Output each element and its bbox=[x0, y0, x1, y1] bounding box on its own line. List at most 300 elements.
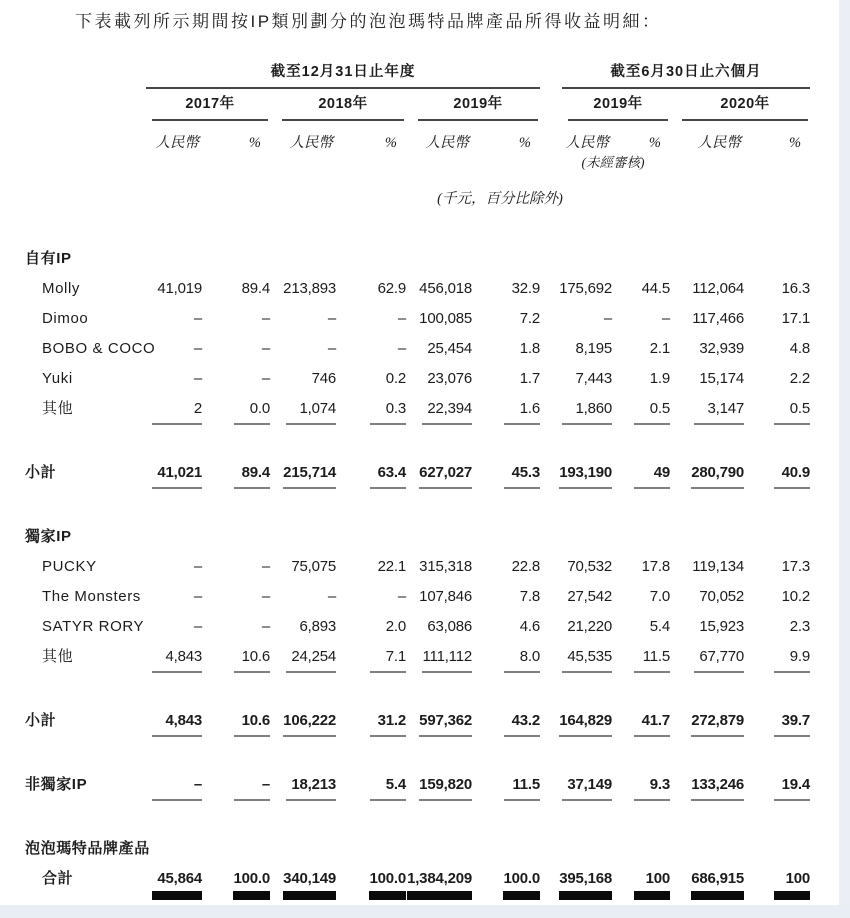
value-cell: 4,843 bbox=[152, 647, 202, 673]
currency-header: 人民幣 bbox=[155, 135, 199, 151]
value-cell: 272,879 bbox=[691, 711, 744, 737]
row-label: BOBO & COCO bbox=[42, 340, 156, 357]
value-cell: 213,893 bbox=[283, 280, 336, 297]
percent-header: % bbox=[248, 135, 261, 151]
table-row-item bbox=[25, 576, 810, 606]
table-cell bbox=[612, 388, 670, 425]
table-cell bbox=[670, 546, 744, 576]
value-cell: 3,147 bbox=[694, 399, 744, 425]
value-cell: – bbox=[261, 310, 270, 327]
table-cell bbox=[406, 546, 472, 576]
value-cell: 686,915 bbox=[691, 869, 744, 894]
table-cell bbox=[556, 358, 612, 388]
table-row-item bbox=[25, 388, 810, 425]
table-cell bbox=[556, 298, 612, 328]
row-label: 泡泡瑪特品牌產品 bbox=[25, 840, 150, 857]
value-cell: 11.5 bbox=[634, 647, 670, 673]
row-label: 其他 bbox=[42, 648, 74, 665]
table-row-item bbox=[25, 606, 810, 636]
value-cell: 41,021 bbox=[152, 463, 202, 489]
column-gap bbox=[540, 606, 556, 636]
table-cell bbox=[406, 636, 472, 673]
row-label: 小計 bbox=[25, 464, 57, 481]
value-cell: 7,443 bbox=[575, 370, 613, 387]
table-cell bbox=[556, 388, 612, 425]
value-cell: 19.4 bbox=[774, 775, 810, 801]
value-cell: 2.1 bbox=[649, 340, 671, 357]
value-cell: 107,846 bbox=[419, 588, 472, 605]
value-cell: 4,843 bbox=[152, 711, 202, 737]
value-cell: 24,254 bbox=[286, 647, 336, 673]
row-label: Yuki bbox=[42, 370, 73, 387]
table-cell bbox=[140, 576, 202, 606]
table-cell bbox=[670, 606, 744, 636]
table-cell bbox=[270, 737, 336, 801]
column-gap bbox=[540, 121, 556, 153]
year-label: 2017年 bbox=[185, 96, 235, 112]
value-cell: 41,019 bbox=[157, 280, 202, 297]
table-cell bbox=[140, 268, 202, 298]
value-cell: – bbox=[193, 588, 202, 605]
table-cell bbox=[270, 636, 336, 673]
value-cell: – bbox=[193, 370, 202, 387]
row-label: Molly bbox=[42, 280, 81, 297]
table-cell bbox=[744, 268, 810, 298]
value-cell: 40.9 bbox=[774, 463, 810, 489]
value-cell: 1,074 bbox=[286, 399, 336, 425]
table-cell bbox=[612, 546, 670, 576]
value-cell: 1,860 bbox=[562, 399, 612, 425]
table-cell bbox=[556, 268, 612, 298]
table-cell bbox=[612, 358, 670, 388]
table-cell bbox=[744, 576, 810, 606]
value-cell: – bbox=[193, 310, 202, 327]
table-cell bbox=[612, 576, 670, 606]
table-cell bbox=[556, 673, 612, 737]
table-cell bbox=[270, 576, 336, 606]
table-cell bbox=[406, 673, 472, 737]
value-cell: 4.8 bbox=[789, 340, 811, 357]
table-cell bbox=[202, 546, 270, 576]
currency-percent-header-row bbox=[25, 121, 810, 153]
table-cell bbox=[556, 636, 612, 673]
table-cell bbox=[670, 358, 744, 388]
column-gap bbox=[540, 425, 556, 489]
table-cell bbox=[270, 358, 336, 388]
table-cell bbox=[472, 425, 540, 489]
table-cell bbox=[670, 425, 744, 489]
value-cell: 7.8 bbox=[519, 588, 541, 605]
table-row-item bbox=[25, 268, 810, 298]
value-cell: – bbox=[152, 775, 202, 801]
value-cell: – bbox=[193, 618, 202, 635]
empty-cell bbox=[25, 153, 556, 173]
value-cell: 41.7 bbox=[634, 711, 670, 737]
unaudited-row bbox=[25, 153, 810, 173]
table-row-item bbox=[25, 298, 810, 328]
table-cell bbox=[670, 268, 744, 298]
value-cell: 2 bbox=[152, 399, 202, 425]
year-header-2017 bbox=[140, 89, 270, 121]
table-cell bbox=[472, 358, 540, 388]
table-cell bbox=[406, 268, 472, 298]
table-cell bbox=[270, 858, 336, 894]
table-cell bbox=[140, 673, 202, 737]
table-cell bbox=[612, 328, 670, 358]
table-cell bbox=[556, 546, 612, 576]
table-cell bbox=[140, 358, 202, 388]
table-cell bbox=[202, 388, 270, 425]
table-cell bbox=[336, 328, 406, 358]
table-row-item bbox=[25, 546, 810, 576]
table-cell bbox=[556, 328, 612, 358]
value-cell: 597,362 bbox=[419, 711, 472, 737]
value-cell: – bbox=[261, 340, 270, 357]
table-cell bbox=[472, 268, 540, 298]
value-cell: 0.3 bbox=[370, 399, 406, 425]
column-gap bbox=[540, 298, 556, 328]
value-cell: 1.8 bbox=[519, 340, 541, 357]
table-row-subtotal bbox=[25, 737, 810, 801]
table-row-section bbox=[25, 801, 810, 858]
value-cell: 23,076 bbox=[427, 370, 472, 387]
table-cell bbox=[406, 737, 472, 801]
table-cell bbox=[140, 636, 202, 673]
table-cell bbox=[140, 858, 202, 894]
table-cell bbox=[406, 858, 472, 894]
value-cell: 22.1 bbox=[377, 558, 406, 575]
table-cell bbox=[744, 737, 810, 801]
currency-header: 人民幣 bbox=[565, 135, 610, 151]
row-label: 非獨家IP bbox=[25, 776, 88, 793]
year-header-2020 bbox=[670, 89, 810, 121]
period-header-label: 截至6月30日止六個月 bbox=[610, 64, 762, 80]
column-gap bbox=[540, 388, 556, 425]
value-cell: 9.9 bbox=[774, 647, 810, 673]
units-row bbox=[25, 173, 810, 209]
value-cell: 17.8 bbox=[641, 558, 671, 575]
value-cell: 5.4 bbox=[370, 775, 406, 801]
value-cell: 7.0 bbox=[649, 588, 671, 605]
table-cell bbox=[202, 858, 270, 894]
value-cell: 280,790 bbox=[691, 463, 744, 489]
row-label: 合計 bbox=[42, 870, 74, 887]
value-cell: 0.2 bbox=[385, 370, 406, 387]
table-cell bbox=[202, 673, 270, 737]
value-cell: 2.2 bbox=[789, 370, 811, 387]
column-gap bbox=[540, 328, 556, 358]
value-cell: 5.4 bbox=[649, 618, 671, 635]
table-cell bbox=[670, 858, 744, 894]
period-header-annual bbox=[140, 62, 540, 89]
year-header-2019-interim bbox=[556, 89, 670, 121]
value-cell: 117,466 bbox=[692, 310, 745, 327]
value-cell: – bbox=[193, 340, 202, 357]
value-cell: 10.6 bbox=[234, 711, 270, 737]
value-cell: 106,222 bbox=[283, 711, 336, 737]
table-cell bbox=[336, 606, 406, 636]
value-cell: 7.2 bbox=[519, 310, 541, 327]
table-cell bbox=[270, 546, 336, 576]
value-cell: 17.3 bbox=[781, 558, 811, 575]
table-cell bbox=[202, 606, 270, 636]
table-cell bbox=[556, 425, 612, 489]
value-cell: 75,075 bbox=[291, 558, 336, 575]
table-cell bbox=[336, 737, 406, 801]
column-gap bbox=[540, 62, 556, 89]
value-cell: 159,820 bbox=[419, 775, 472, 801]
table-cell bbox=[140, 606, 202, 636]
column-gap bbox=[540, 737, 556, 801]
table-cell bbox=[406, 298, 472, 328]
value-cell: 111,112 bbox=[422, 647, 472, 673]
currency-header: 人民幣 bbox=[697, 135, 742, 151]
value-cell: 89.4 bbox=[234, 463, 270, 489]
table-cell bbox=[556, 576, 612, 606]
empty-cell bbox=[25, 121, 140, 153]
value-cell: 746 bbox=[311, 370, 336, 387]
table-cell bbox=[202, 576, 270, 606]
value-cell: – bbox=[261, 588, 270, 605]
table-cell bbox=[612, 673, 670, 737]
table-cell bbox=[270, 328, 336, 358]
table-cell bbox=[472, 328, 540, 358]
page-edge-bottom bbox=[0, 905, 850, 918]
row-label: 獨家IP bbox=[25, 528, 72, 545]
column-gap bbox=[540, 546, 556, 576]
table-cell bbox=[744, 328, 810, 358]
percent-header: % bbox=[518, 135, 532, 151]
table-cell bbox=[202, 328, 270, 358]
column-gap bbox=[540, 89, 556, 121]
value-cell: 8.0 bbox=[504, 647, 540, 673]
table-cell bbox=[472, 858, 540, 894]
value-cell: 7.1 bbox=[370, 647, 406, 673]
value-cell: 45,535 bbox=[562, 647, 612, 673]
value-cell: 27,542 bbox=[567, 588, 613, 605]
table-cell bbox=[670, 388, 744, 425]
row-label: PUCKY bbox=[42, 558, 97, 575]
table-cell bbox=[612, 425, 670, 489]
year-label: 2020年 bbox=[720, 96, 770, 112]
value-cell: 1,384,209 bbox=[407, 869, 472, 894]
value-cell: 15,923 bbox=[699, 618, 745, 635]
row-label: The Monsters bbox=[42, 588, 141, 605]
value-cell: 215,714 bbox=[283, 463, 336, 489]
value-cell: – bbox=[327, 310, 336, 327]
table-cell bbox=[612, 737, 670, 801]
column-gap bbox=[540, 268, 556, 298]
value-cell: 112,064 bbox=[692, 280, 745, 297]
value-cell: 67,770 bbox=[694, 647, 744, 673]
table-cell bbox=[556, 858, 612, 894]
value-cell: – bbox=[661, 310, 671, 327]
table-cell bbox=[336, 673, 406, 737]
value-cell: 63,086 bbox=[427, 618, 472, 635]
table-cell bbox=[406, 328, 472, 358]
value-cell: 31.2 bbox=[370, 711, 406, 737]
table-cell bbox=[472, 576, 540, 606]
value-cell: 32,939 bbox=[699, 340, 745, 357]
value-cell: 89.4 bbox=[241, 280, 270, 297]
table-cell bbox=[140, 425, 202, 489]
table-cell bbox=[270, 268, 336, 298]
value-cell: 100.0 bbox=[233, 869, 270, 894]
table-cell bbox=[472, 546, 540, 576]
table-cell bbox=[270, 673, 336, 737]
value-cell: 1.9 bbox=[649, 370, 671, 387]
value-cell: 1.7 bbox=[519, 370, 541, 387]
value-cell: 43.2 bbox=[504, 711, 540, 737]
value-cell: 11.5 bbox=[504, 775, 540, 801]
intro-text: 下表載列所示期間按IP類別劃分的泡泡瑪特品牌產品所得收益明細： bbox=[75, 12, 662, 31]
value-cell: – bbox=[261, 558, 270, 575]
year-header-row bbox=[25, 89, 810, 121]
table-cell bbox=[612, 606, 670, 636]
value-cell: 133,246 bbox=[691, 775, 744, 801]
table-cell bbox=[744, 673, 810, 737]
value-cell: 1.6 bbox=[504, 399, 540, 425]
column-gap bbox=[540, 636, 556, 673]
value-cell: 70,532 bbox=[567, 558, 613, 575]
table-cell bbox=[202, 268, 270, 298]
table-cell bbox=[472, 673, 540, 737]
row-label: Dimoo bbox=[42, 310, 89, 327]
year-label: 2019年 bbox=[453, 96, 503, 112]
table-cell bbox=[612, 298, 670, 328]
value-cell: 62.9 bbox=[377, 280, 406, 297]
value-cell: 164,829 bbox=[559, 711, 612, 737]
table-row-total bbox=[25, 858, 810, 894]
value-cell: 10.2 bbox=[781, 588, 811, 605]
value-cell: 0.0 bbox=[234, 399, 270, 425]
value-cell: 100 bbox=[634, 869, 670, 894]
table-cell bbox=[556, 606, 612, 636]
percent-header: % bbox=[788, 135, 802, 151]
empty-cell bbox=[25, 89, 140, 121]
table-cell bbox=[472, 737, 540, 801]
unaudited-note: (未經審核) bbox=[581, 155, 645, 170]
table-cell bbox=[744, 606, 810, 636]
value-cell: 22,394 bbox=[422, 399, 472, 425]
value-cell: – bbox=[327, 588, 336, 605]
value-cell: 627,027 bbox=[419, 463, 472, 489]
units-note: (千元，百分比除外) bbox=[437, 191, 563, 207]
period-header-row bbox=[25, 62, 810, 89]
value-cell: 49 bbox=[634, 463, 670, 489]
value-cell: 18,213 bbox=[286, 775, 336, 801]
table-cell bbox=[336, 546, 406, 576]
column-gap bbox=[540, 673, 556, 737]
table-cell bbox=[472, 388, 540, 425]
value-cell: 8,195 bbox=[575, 340, 613, 357]
value-cell: – bbox=[261, 370, 270, 387]
value-cell: 37,149 bbox=[562, 775, 612, 801]
table-cell bbox=[202, 636, 270, 673]
row-label: 小計 bbox=[25, 712, 57, 729]
value-cell: 6,893 bbox=[299, 618, 336, 635]
value-cell: 175,692 bbox=[559, 280, 613, 297]
value-cell: 340,149 bbox=[283, 869, 336, 894]
table-cell bbox=[744, 388, 810, 425]
column-gap bbox=[540, 576, 556, 606]
value-cell: 16.3 bbox=[781, 280, 811, 297]
table-cell bbox=[612, 858, 670, 894]
revenue-by-ip-table bbox=[25, 62, 810, 894]
row-label: SATYR RORY bbox=[42, 618, 145, 635]
table-cell bbox=[406, 425, 472, 489]
value-cell: 100.0 bbox=[369, 869, 406, 894]
value-cell: 100.0 bbox=[503, 869, 540, 894]
table-cell bbox=[140, 737, 202, 801]
table-cell bbox=[202, 425, 270, 489]
year-header-2018 bbox=[270, 89, 406, 121]
table-cell bbox=[336, 576, 406, 606]
column-gap bbox=[540, 858, 556, 894]
table-row-item bbox=[25, 328, 810, 358]
value-cell: – bbox=[397, 340, 406, 357]
table-cell bbox=[670, 576, 744, 606]
table-row-subtotal bbox=[25, 673, 810, 737]
year-label: 2019年 bbox=[593, 96, 643, 112]
value-cell: 2.3 bbox=[789, 618, 811, 635]
table-cell bbox=[140, 546, 202, 576]
value-cell: – bbox=[397, 588, 406, 605]
table-row-section bbox=[25, 209, 810, 268]
table-cell bbox=[202, 737, 270, 801]
table-cell bbox=[744, 636, 810, 673]
table-cell bbox=[612, 636, 670, 673]
value-cell: 9.3 bbox=[634, 775, 670, 801]
value-cell: 39.7 bbox=[774, 711, 810, 737]
table-cell bbox=[270, 388, 336, 425]
value-cell: 0.5 bbox=[634, 399, 670, 425]
table-cell bbox=[336, 858, 406, 894]
table-cell bbox=[140, 388, 202, 425]
table-cell bbox=[670, 328, 744, 358]
value-cell: 193,190 bbox=[559, 463, 612, 489]
table-cell bbox=[406, 388, 472, 425]
percent-header: % bbox=[648, 135, 662, 151]
value-cell: 70,052 bbox=[699, 588, 745, 605]
value-cell: 100,085 bbox=[419, 310, 472, 327]
value-cell: 10.6 bbox=[234, 647, 270, 673]
table-row-item bbox=[25, 358, 810, 388]
table-cell bbox=[670, 298, 744, 328]
table-cell bbox=[336, 358, 406, 388]
table-cell bbox=[336, 388, 406, 425]
table-cell bbox=[202, 298, 270, 328]
value-cell: – bbox=[193, 558, 202, 575]
page-edge-right bbox=[839, 0, 850, 918]
value-cell: 2.0 bbox=[385, 618, 406, 635]
table-cell bbox=[336, 298, 406, 328]
value-cell: 63.4 bbox=[370, 463, 406, 489]
value-cell: 315,318 bbox=[419, 558, 472, 575]
table-cell bbox=[336, 636, 406, 673]
value-cell: – bbox=[327, 340, 336, 357]
value-cell: 45.3 bbox=[504, 463, 540, 489]
year-header-2019 bbox=[406, 89, 540, 121]
table-cell bbox=[472, 606, 540, 636]
value-cell: – bbox=[261, 618, 270, 635]
table-cell bbox=[744, 858, 810, 894]
value-cell: 17.1 bbox=[781, 310, 811, 327]
value-cell: 21,220 bbox=[567, 618, 613, 635]
value-cell: 15,174 bbox=[699, 370, 745, 387]
currency-header: 人民幣 bbox=[289, 135, 333, 151]
table-cell bbox=[336, 268, 406, 298]
